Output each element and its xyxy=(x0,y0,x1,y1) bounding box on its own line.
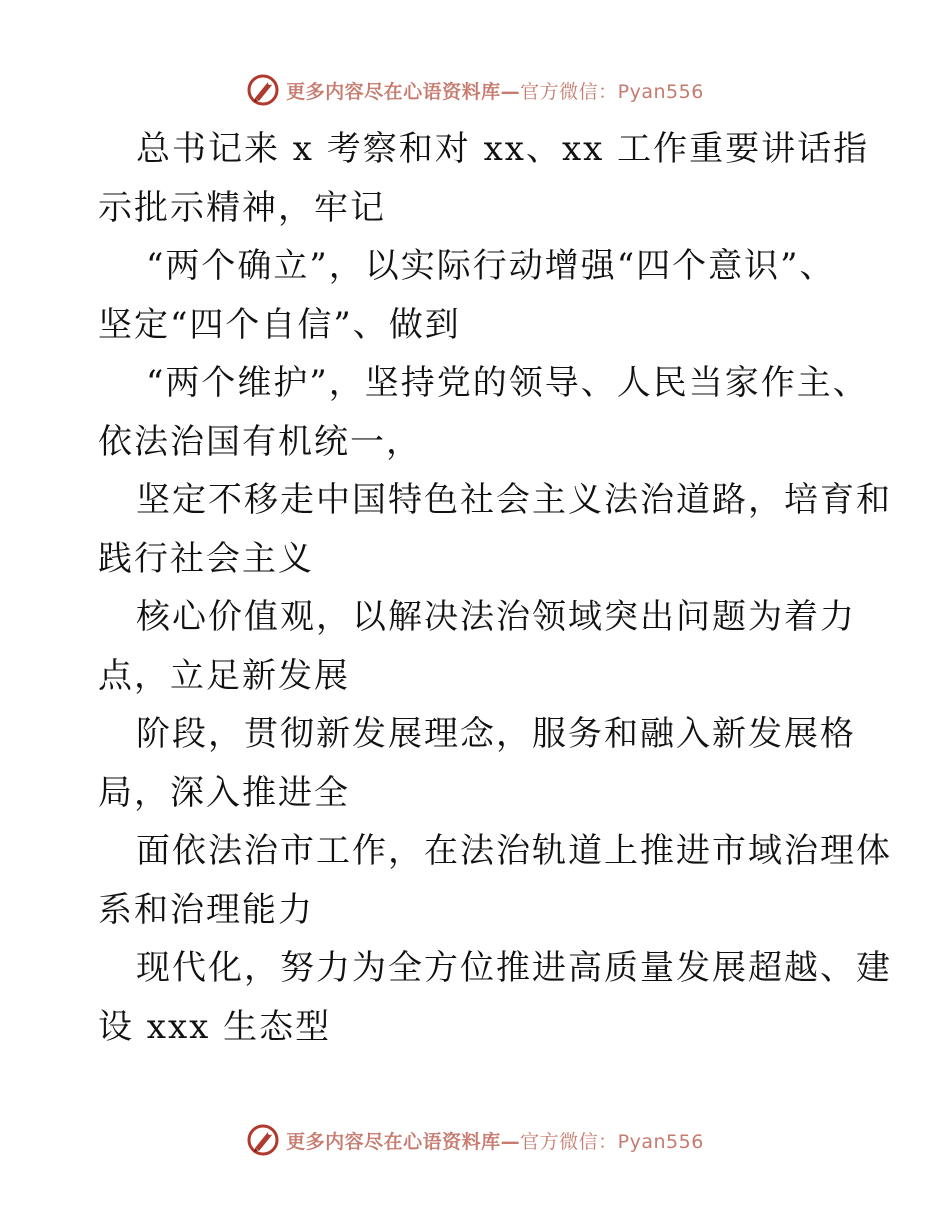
header-watermark-banner xyxy=(0,70,950,110)
paragraph-line: “两个维护”，坚持党的领导、人民当家作主、 xyxy=(146,363,869,403)
body-text xyxy=(98,120,892,1056)
paragraph-line: 设 xxx 生态型 xyxy=(98,1006,332,1047)
paragraph xyxy=(98,705,858,822)
paragraph-line: 示批示精神，牢记 xyxy=(98,187,386,228)
paragraph-line: 系和治理能力 xyxy=(98,889,314,930)
paragraph xyxy=(98,939,892,1056)
paragraph-line: 局，深入推进全 xyxy=(98,772,350,813)
paragraph-line: 点，立足新发展 xyxy=(98,655,350,696)
pen-logo-icon xyxy=(246,1123,280,1157)
pen-logo-icon xyxy=(246,73,280,107)
paragraph xyxy=(98,822,892,939)
footer-watermark-banner xyxy=(0,1120,950,1160)
paragraph-line: 总书记来 x 考察和对 xx、xx 工作重要讲话指 xyxy=(136,129,870,169)
paragraph-line: 依法治国有机统一， xyxy=(98,421,422,462)
banner-main-text: 更多内容尽在心语资料库 xyxy=(286,80,501,103)
paragraph xyxy=(98,237,858,354)
paragraph xyxy=(98,354,869,471)
banner-text xyxy=(286,77,704,104)
banner-text xyxy=(286,1127,704,1154)
banner-separator: — xyxy=(500,1130,521,1153)
banner-official-wechat: 官方微信：Pyan556 xyxy=(520,80,704,103)
banner-official-wechat: 官方微信：Pyan556 xyxy=(520,1130,704,1153)
banner-separator: — xyxy=(500,80,521,103)
paragraph-line: “两个确立”，以实际行动增强“四个意识”、 xyxy=(146,246,836,286)
paragraph xyxy=(98,120,870,237)
paragraph-line: 现代化，努力为全方位推进高质量发展超越、建 xyxy=(136,948,892,988)
paragraph-line: 践行社会主义 xyxy=(98,538,314,579)
paragraph xyxy=(98,471,892,588)
paragraph-line: 阶段，贯彻新发展理念，服务和融入新发展格 xyxy=(136,714,856,754)
paragraph-line: 坚定不移走中国特色社会主义法治道路，培育和 xyxy=(136,480,892,520)
banner-main-text: 更多内容尽在心语资料库 xyxy=(286,1130,501,1153)
paragraph-line: 坚定“四个自信”、做到 xyxy=(98,304,461,345)
paragraph xyxy=(98,588,858,705)
paragraph-line: 核心价值观，以解决法治领域突出问题为着力 xyxy=(136,597,856,637)
paragraph-line: 面依法治市工作，在法治轨道上推进市域治理体 xyxy=(136,831,892,871)
